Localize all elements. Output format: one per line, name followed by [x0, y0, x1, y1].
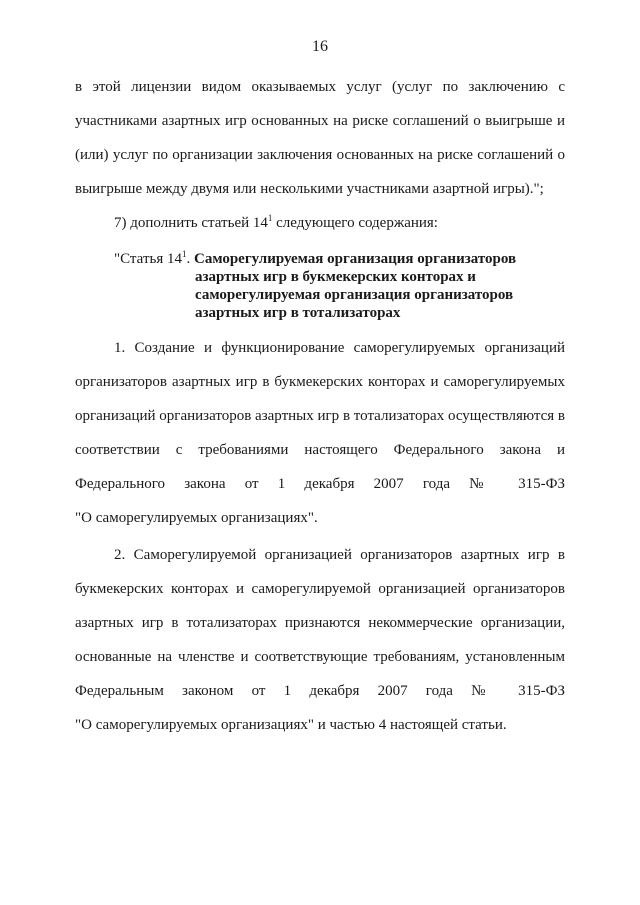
intro-line-4: выигрыше между двумя или несколькими участниками азартной игры)."; [75, 181, 544, 197]
item-7-sup: 1 [267, 213, 273, 223]
article-title-line-2: азартных игр в букмекерских конторах и [195, 269, 476, 285]
item-7-text-after: следующего содержания: [272, 215, 438, 231]
intro-line-2: участниками азартных игр основанных на риске соглашений о выигрыше и [75, 113, 565, 129]
point-2-line-5: Федеральным законом от 1 декабря 2007 года № 315-ФЗ [75, 683, 565, 699]
point-2-line-1: 2. Саморегулируемой организацией организаторов азартных игр в [114, 547, 565, 563]
point-2-line-6: "О саморегулируемых организациях" и частью 4 настоящей статьи. [75, 717, 507, 733]
page-number: 16 [312, 38, 328, 55]
article-lead-dot: . [186, 251, 191, 267]
point-2-line-2: букмекерских конторах и саморегулируемой организацией организаторов [75, 581, 565, 597]
point-2-line-3: азартных игр в тотализаторах признаются некоммерческие организации, [75, 615, 565, 631]
point-1-line-5: Федерального закона от 1 декабря 2007 года № 315-ФЗ [75, 476, 565, 492]
point-2-line-4: основанные на членстве и соответствующие требованиям, установленным [75, 649, 565, 665]
item-7 [114, 214, 565, 232]
point-1-line-1: 1. Создание и функционирование саморегулируемых организаций [114, 340, 565, 356]
article-title-line-4: азартных игр в тотализаторах [195, 305, 401, 321]
point-1-line-2: организаторов азартных игр в букмекерских конторах и саморегулируемых [75, 374, 565, 390]
intro-line-1: в этой лицензии видом оказываемых услуг (услуг по заключению с [75, 79, 565, 95]
intro-line-3: (или) услуг по организации заключения основанных на риске соглашений о [75, 147, 565, 163]
item-7-text: 7) дополнить статьей 14 [114, 215, 268, 231]
article-heading [114, 250, 516, 268]
article-lead: "Статья 14 [114, 251, 182, 267]
article-lead-sup: 1 [181, 249, 187, 259]
article-title-line-3: саморегулируемая организация организаторов [195, 287, 514, 303]
point-1-line-3: организаций организаторов азартных игр в тотализаторах осуществляются в [75, 408, 565, 424]
point-1-line-6: "О саморегулируемых организациях". [75, 510, 318, 526]
point-1-line-4: соответствии с требованиями настоящего Федерального закона и [75, 442, 565, 458]
article-title-first: Саморегулируемая организация организаторов [190, 251, 517, 267]
